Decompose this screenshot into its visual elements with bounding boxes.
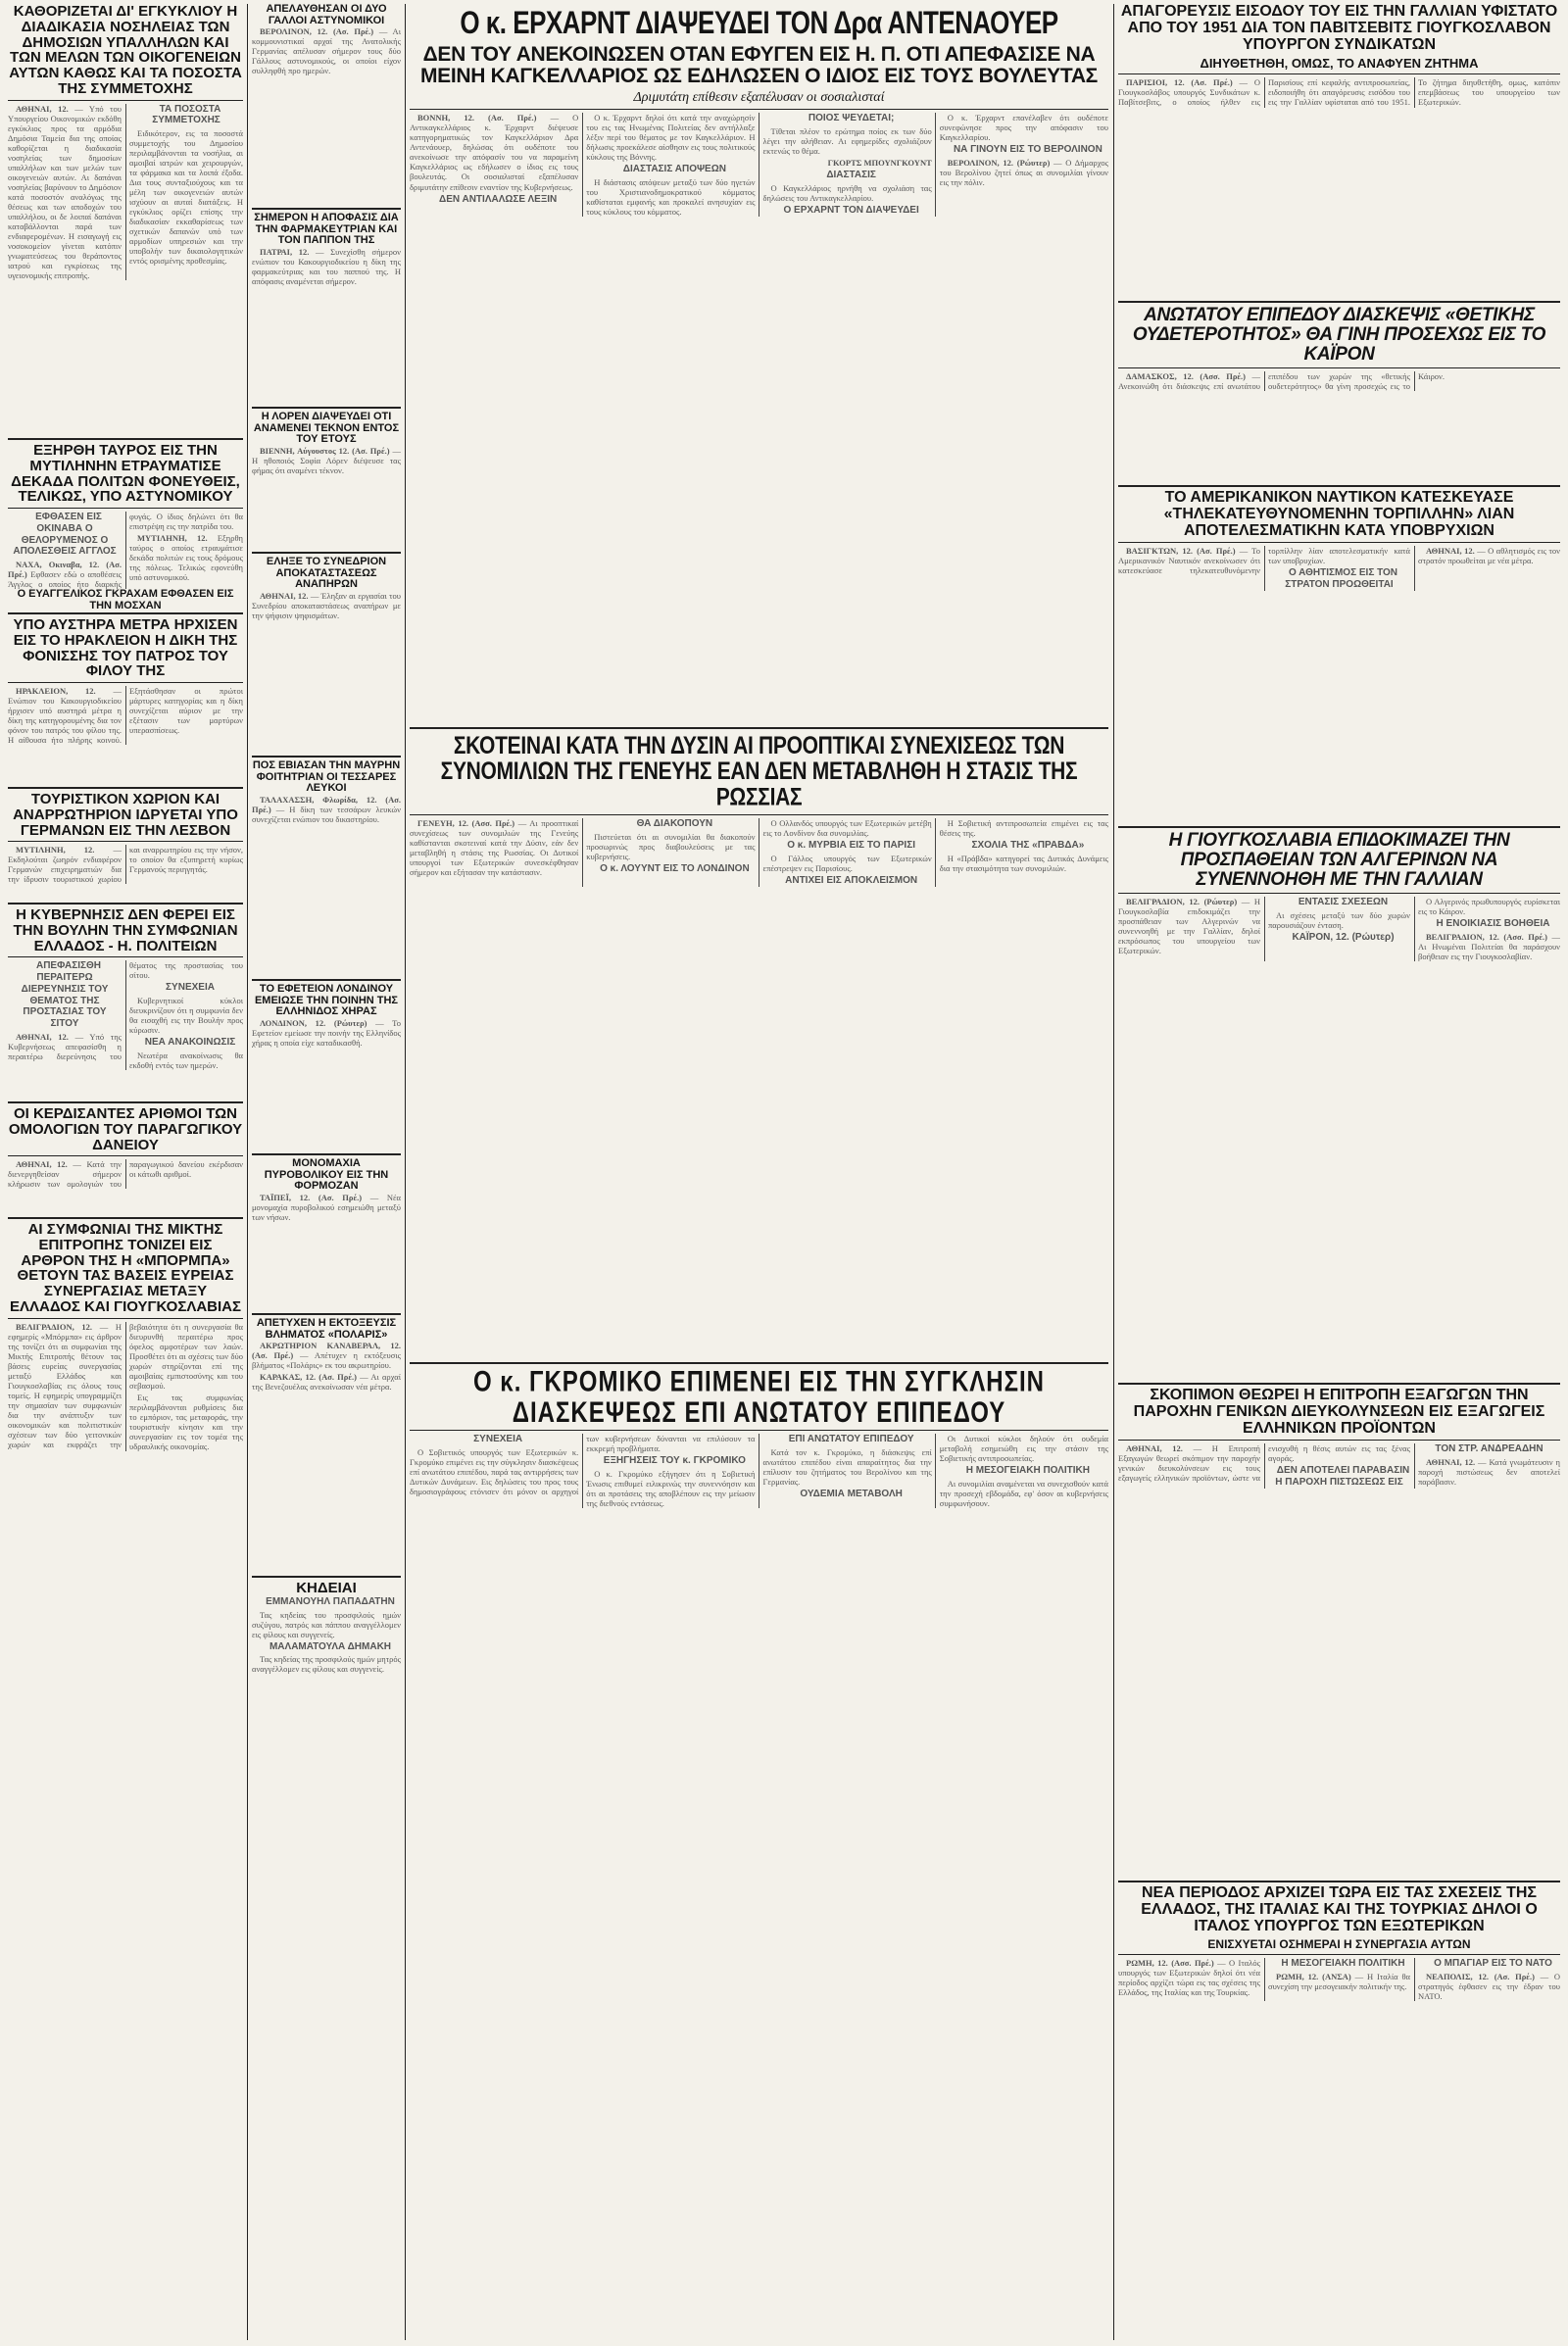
headline: Ο κ. ΓΚΡΟΜΙΚΟ ΕΠΙΜΕΝΕΙ ΕΙΣ ΤΗΝ ΣΥΓΚΛΗΣΙΝ ΔΙΑΣΚΕΨΕΩΣ ΕΠΙ ΑΝΩΤΑΤΟΥ ΕΠΙΠΕΔΟΥ xyxy=(472,1367,1046,1430)
lead-subheadline: Δριμυτάτη επίθεσιν εξαπέλυσαν οι σοσιαλισταί xyxy=(633,90,885,106)
divider xyxy=(252,407,401,409)
dateline: ΒΕΡΟΛΙΝΟΝ, 12. (Ασ. Πρέ.) xyxy=(260,26,374,37)
headline: Ο ΕΥΑΓΓΕΛΙΚΟΣ ΓΚΡΑΧΑΜ ΕΦΘΑΣΕΝ ΕΙΣ ΤΗΝ ΜΟΣΧΑΝ xyxy=(17,588,234,610)
article-body: ΑΘΗΝΑΙ, 12. — Έληξαν αι εργασίαι του Συνεδρίου αποκαταστάσεως αναπήρων με την ψήφισιν ψηφισμάτων. xyxy=(252,590,401,620)
divider xyxy=(8,100,243,101)
article-body: ΤΑΪΠΕΪ, 12. (Ασ. Πρέ.) — Νέα μονομαχία πυροβολικού εσημειώθη μεταξύ των νήσων. xyxy=(252,1192,401,1222)
article-body: ΓΕΝΕΥΗ, 12. (Ασσ. Πρέ.) — Αι προοπτικαί συνεχίσεως των συνομιλιών της Γενεύης καθίστανται σκοτειναί κατά την Δύσιν, εάν δεν μεταβληθή η στάσις της Ρωσσίας. Οι Δυτικοί υπουργοί των Εξωτερικών συνεσκέφθησαν σήμερον και εξήτασαν την κατάστασιν. ΘΑ ΔΙΑΚΟΠΟΥΝ Πιστεύεται ότι αι συνομιλίαι θα διακοπούν προσωρινώς προς διαβουλεύσεις με τας κυβερνήσεις. Ο κ. ΛΟΥΥΝΤ ΕΙΣ ΤΟ ΛΟΝΔΙΝΟΝ Ο Ολλανδός υπουργός των Εξωτερικών μετέβη εις το Λονδίνον δια συνομιλίας. Ο κ. ΜΥΡΒΙΑ ΕΙΣ ΤΟ ΠΑΡΙΣΙ Ο Γάλλος υπουργός των Εξωτερικών επέστρεψεν εις Παρισίους. ΑΝΤΙΧΕΙ ΕΙΣ ΑΠΟΚΛΕΙΣΜΟΝ Η Σοβιετική αντιπροσωπεία επιμένει εις τας θέσεις της. ΣΧΟΛΙΑ ΤΗΣ «ΠΡΑΒΔΑ» Η «Πράβδα» κατηγορεί τας Δυτικάς Δυνάμεις δια την στασιμότητα των συνομιλιών. xyxy=(410,818,1108,886)
divider xyxy=(410,814,1108,815)
article-body: ΡΩΜΗ, 12. (Ασσ. Πρέ.) — Ο Ιταλός υπουργός των Εξωτερικών δηλοί ότι νέα περίοδος αρχίζει τώρα εις τας σχέσεις της Ελλάδος, της Ιταλίας και της Τουρκίας. Η ΜΕΣΟΓΕΙΑΚΗ ΠΟΛΙΤΙΚΗ ΡΩΜΗ, 12. (ΑΝΣΑ) — Η Ιταλία θα συνεχίση την μεσογειακήν πολιτικήν της. Ο ΜΠΑΓΙΑΡ ΕΙΣ ΤΟ ΝΑΤΟ ΝΕΑΠΟΛΙΣ, 12. (Ασ. Πρέ.) — Ο στρατηγός έφθασεν εις την έδραν του ΝΑΤΟ. xyxy=(1118,1958,1560,2002)
dateline: ΤΑΪΠΕΪ, 12. (Ασ. Πρέ.) xyxy=(260,1192,363,1202)
dateline: ΚΑΡΑΚΑΣ, 12. (Ασ. Πρέ.) xyxy=(260,1372,357,1383)
headline: ΑΙ ΣΥΜΦΩΝΙΑΙ ΤΗΣ ΜΙΚΤΗΣ ΕΠΙΤΡΟΠΗΣ ΤΟΝΙΖΕΙ ΕΙΣ ΑΡΘΡΟΝ ΤΗΣ Η «ΜΠΟΡΜΠΑ» ΘΕΤΟΥΝ ΤΑΣ ΒΑΣΕΙΣ ΕΥΡΕΙΑΣ ΣΥΝΕΡΓΑΣΙΑΣ ΜΕΤΑΞΥ ΕΛΛΑΔΟΣ ΚΑΙ ΓΙΟΥΓΚΟΣΛΑΒΙΑΣ xyxy=(9,1222,241,1315)
section-head: Ο κ. ΛΟΥΥΝΤ ΕΙΣ ΤΟ ΛΟΝΔΙΝΟΝ xyxy=(600,862,750,874)
divider xyxy=(8,787,243,789)
article-polaris xyxy=(252,1318,401,1573)
dateline: ΝΑΧΑ, Οκιναβα, 12. (Ασ. Πρέ.) xyxy=(8,560,122,580)
column-rule xyxy=(247,4,248,2340)
article-italy xyxy=(1118,1885,1560,2340)
article-bonds xyxy=(8,1106,243,1214)
article-body: ΒΕΡΟΛΙΝΟΝ, 12. (Ασ. Πρέ.) — Αι κομμουνιστικαί αρχαί της Ανατολικής Γερμανίας απέλυσαν σήμερον τους δύο Γάλλους αστυνομικούς, οι οποίοι είχον συλληφθή προ ημερών. xyxy=(252,26,401,76)
divider xyxy=(252,208,401,210)
dateline: ΜΥΤΙΛΗΝΗ, 12. xyxy=(137,533,208,544)
section-head: ΣΧΟΛΙΑ ΤΗΣ «ΠΡΑΒΔΑ» xyxy=(971,840,1085,852)
dateline: ΓΕΝΕΥΗ, 12. (Ασσ. Πρέ.) xyxy=(417,818,515,829)
article-body: ΒΕΛΙΓΡΑΔΙΟΝ, 12. (Ρώυτερ) — Η Γιουγκοσλαβία επιδοκιμάζει την προσπάθειαν των Αλγερινών να συνεννοηθή με την Γαλλίαν, δηλοί εκπρόσωπος του υπουργείου των Εξωτερικών. ΕΝΤΑΣΙΣ ΣΧΕΣΕΩΝ Αι σχέσεις μεταξύ των δύο χωρών παρουσιάζουν ένταση. ΚΑΪΡΟΝ, 12. (Ρώυτερ) Ο Αλγερινός πρωθυπουργός ευρίσκεται εις το Κάιρον. Η ΕΝΟΙΚΙΑΣΙΣ ΒΟΗΘΕΙΑ ΒΕΛΙΓΡΑΔΙΟΝ, 12. (Ασσ. Πρέ.) — Αι Ηνωμέναι Πολιτείαι θα παράσχουν βοήθειαν εις την Γιουγκοσλαβίαν. xyxy=(1118,896,1560,961)
divider xyxy=(252,979,401,981)
section-head: ΕΞΗΓΗΣΕΙΣ ΤΟΥ κ. ΓΚΡΟΜΙΚΟ xyxy=(603,1455,746,1467)
headline: ΤΟΥΡΙΣΤΙΚΟΝ ΧΩΡΙΟΝ ΚΑΙ ΑΝΑΡΡΩΤΗΡΙΟΝ ΙΔΡΥΕΤΑΙ ΥΠΟ ΓΕΡΜΑΝΩΝ ΕΙΣ ΤΗΝ ΛΕΣΒΟΝ xyxy=(13,792,238,839)
headline: ΥΠΟ ΑΥΣΤΗΡΑ ΜΕΤΡΑ ΗΡΧΙΣΕΝ ΕΙΣ ΤΟ ΗΡΑΚΛΕΙΟΝ Η ΔΙΚΗ ΤΗΣ ΦΟΝΙΣΣΗΣ ΤΟΥ ΠΑΤΡΟΣ ΤΟΥ ΦΙΛΟΥ ΤΗΣ xyxy=(13,617,238,680)
divider xyxy=(1118,1881,1560,1882)
article-lesvos xyxy=(8,792,243,900)
section-head: ΟΥΔΕΜΙΑ ΜΕΤΑΒΟΛΗ xyxy=(800,1489,903,1500)
subheadline: ΕΝΙΣΧΥΕΤΑΙ ΟΣΗΜΕΡΑΙ Η ΣΥΝΕΡΓΑΣΙΑ ΑΥΤΩΝ xyxy=(1207,1937,1471,1952)
dateline: ΒΕΡΟΛΙΝΟΝ, 12. (Ρώυτερ) xyxy=(947,158,1051,169)
dateline: ΑΘΗΝΑΙ, 12. xyxy=(16,1032,69,1043)
subheadline: ΝΕΑ ΑΝΑΚΟΙΝΩΣΙΣ xyxy=(144,1037,236,1049)
section-head: ΘΑ ΔΙΑΚΟΠΟΥΝ xyxy=(636,818,713,830)
article-french-police xyxy=(252,4,401,205)
divider xyxy=(1118,826,1560,828)
divider xyxy=(8,438,243,440)
article-exports xyxy=(1118,1388,1560,1878)
deceased-name: ΕΜΜΑΝΟΥΗΛ ΠΑΠΑΔΑΤΗΝ xyxy=(266,1595,395,1607)
article-gromyko xyxy=(410,1367,1108,2337)
article-body: ΑΠΕΦΑΣΙΣΘΗ ΠΕΡΑΙΤΕΡΩ ΔΙΕΡΕΥΝΗΣΙΣ ΤΟΥ ΘΕΜΑΤΟΣ ΤΗΣ ΠΡΟΣΤΑΣΙΑΣ ΤΟΥ ΣΙΤΟΥ ΑΘΗΝΑΙ, 12. — Υπό της Κυβερνήσεως απεφασίσθη η περαιτέρω διερεύνησις του θέματος της προστασίας του σίτου. ΣΥΝΕΧΕΙΑ Κυβερνητικοί κύκλοι διευκρινίζουν ότι η συμφωνία δεν θα εισαχθή εις την Βουλήν προς κύρωσιν. ΝΕΑ ΑΝΑΚΟΙΝΩΣΙΣ Νεωτέρα ανακοίνωσις θα εκδοθή εντός των ημερών. xyxy=(8,960,243,1070)
article-body: ΑΘΗΝΑΙ, 12. — Κατά την διενεργηθείσαν σήμερον κλήρωσιν των ομολογιών του παραγωγικού δανείου εκέρδισαν οι κάτωθι αριθμοί. xyxy=(8,1159,243,1190)
divider xyxy=(8,956,243,957)
column-5 xyxy=(1118,4,1560,2340)
headline: ΚΑΘΟΡΙΖΕΤΑΙ ΔΙ' ΕΓΚΥΚΛΙΟΥ Η ΔΙΑΔΙΚΑΣΙΑ ΝΟΣΗΛΕΙΑΣ ΤΩΝ ΔΗΜΟΣΙΩΝ ΥΠΑΛΛΗΛΩΝ ΚΑΙ ΤΩΝ ΜΕΛΩΝ ΤΩΝ ΟΙΚΟΓΕΝΕΙΩΝ ΑΥΤΩΝ ΚΑΘΩΣ ΚΑΙ ΤΑ ΠΟΣΟΣΤΑ ΤΗΣ ΣΥΜΜΕΤΟΧΗΣ xyxy=(9,4,242,97)
divider xyxy=(252,552,401,554)
lead-headline: Ο κ. ΕΡΧΑΡΝΤ ΔΙΑΨΕΥΔΕΙ ΤΟΝ Δρα ΑΝΤΕΝΑΟΥΕΡ xyxy=(460,4,1058,41)
divider xyxy=(1118,1440,1560,1441)
section-head: ΠΟΙΟΣ ΨΕΥΔΕΤΑΙ; xyxy=(808,113,895,124)
divider xyxy=(8,1101,243,1103)
dateline: ΒΑΣΙΓΚΤΩΝ, 12. (Ασ. Πρέ.) xyxy=(1126,546,1236,557)
divider xyxy=(8,1318,243,1319)
dateline: ΝΕΑΠΟΛΙΣ, 12. (Ασ. Πρέ.) xyxy=(1426,1972,1535,1982)
article-borba xyxy=(8,1222,243,1771)
lead-article-erhard xyxy=(410,4,1108,724)
main-section xyxy=(410,4,1108,2340)
subheadline: ΕΦΘΑΣΕΝ ΕΙΣ ΟΚΙΝΑΒΑ Ο ΘΕΛΟΡΥΜΕΝΟΣ Ο ΑΠΟΛΕΣΘΕΙΣ ΑΓΓΛΟΣ xyxy=(13,512,117,558)
dateline: ΒΙΕΝΝΗ, Αύγουστος 12. (Ασ. Πρέ.) xyxy=(260,445,390,456)
article-body: ΠΑΤΡΑΙ, 12. — Συνεχίσθη σήμερον ενώπιον του Κακουργιοδικείου η δίκη της φαρμακεύτριας και του παππού της. Η απόφασις αναμένεται σήμερον. xyxy=(252,246,401,286)
article-bull xyxy=(8,443,243,610)
article-loren xyxy=(252,412,401,549)
dateline: ΗΡΑΚΛΕΙΟΝ, 12. xyxy=(16,686,96,696)
article-poisoner xyxy=(252,213,401,404)
headline: Η ΚΥΒΕΡΝΗΣΙΣ ΔΕΝ ΦΕΡΕΙ ΕΙΣ ΤΗΝ ΒΟΥΛΗΝ ΤΗΝ ΣΥΜΦΩΝΙΑΝ ΕΛΛΑΔΟΣ - Η. ΠΟΛΙΤΕΙΩΝ xyxy=(13,907,238,954)
section-head: ΔΙΑΣΤΑΣΙΣ ΑΠΟΨΕΩΝ xyxy=(622,164,726,175)
dateline: ΑΘΗΝΑΙ, 12. xyxy=(1426,546,1475,557)
subheadline: ΔΙΗΥΘΕΤΗΘΗ, ΟΜΩΣ, ΤΟ ΑΝΑΦΥΕΝ ΖΗΤΗΜΑ xyxy=(1200,56,1479,72)
divider xyxy=(1118,485,1560,487)
divider xyxy=(410,1362,1108,1364)
divider xyxy=(1118,893,1560,894)
dateline: ΡΩΜΗ, 12. (Ασσ. Πρέ.) xyxy=(1126,1958,1214,1969)
divider xyxy=(410,1430,1108,1431)
subheadline: ΤΑ ΠΟΣΟΣΤΑ ΣΥΜΜΕΤΟΧΗΣ xyxy=(152,103,221,126)
section-head: Ο ΜΠΑΓΙΑΡ ΕΙΣ ΤΟ ΝΑΤΟ xyxy=(1434,1958,1552,1970)
signature: ΓΚΟΡΤΣ ΜΠΟΥΝΓΚΟΥΝΤ xyxy=(827,158,932,169)
divider xyxy=(1118,1383,1560,1385)
dateline: ΑΘΗΝΑΙ, 12. xyxy=(16,103,69,114)
divider xyxy=(1118,301,1560,303)
dateline: ΒΟΝΝΗ, 12. (Ασ. Πρέ.) xyxy=(417,113,537,123)
divider xyxy=(252,756,401,758)
dateline: ΔΑΜΑΣΚΟΣ, 12. (Ασσ. Πρέ.) xyxy=(1126,370,1246,381)
divider xyxy=(252,1313,401,1315)
divider xyxy=(1118,1954,1560,1955)
article-geneva xyxy=(410,732,1108,1359)
section-head: ΔΕΝ ΑΝΤΙΛΑΛΩΣΕ ΛΕΞΙΝ xyxy=(439,193,558,205)
divider xyxy=(410,109,1108,110)
section-head: Ο ΕΡΧΑΡΝΤ ΤΟΝ ΔΙΑΨΕΥΔΕΙ xyxy=(783,205,919,217)
article-london-appeal xyxy=(252,984,401,1150)
article-body: ΗΡΑΚΛΕΙΟΝ, 12. — Ενώπιον του Κακουργιοδικείου ήρχισεν υπό αυστηρά μέτρα η δίκη της κατηγορουμένης δια τον φόνον του πατρός του φίλου της. Η αίθουσα ήτο πλήρης κοινού. Εξητάσθησαν οι πρώτοι μάρτυρες κατηγορίας και η δίκη συνεχίζεται αύριον με την εξέτασιν των μαρτύρων υπερασπίσεως. xyxy=(8,686,243,746)
article-formosa xyxy=(252,1158,401,1310)
headline: ΠΟΣ ΕΒΙΑΣΑΝ ΤΗΝ ΜΑΥΡΗΝ ΦΟΙΤΗΤΡΙΑΝ ΟΙ ΤΕΣΣΑΡΕΣ ΛΕΥΚΟΙ xyxy=(252,760,401,795)
headline: ΟΙ ΚΕΡΔΙΣΑΝΤΕΣ ΑΡΙΘΜΟΙ ΤΩΝ ΟΜΟΛΟΓΙΩΝ ΤΟΥ ΠΑΡΑΓΩΓΙΚΟΥ ΔΑΝΕΙΟΥ xyxy=(8,1106,243,1153)
article-disabled-congress xyxy=(252,557,401,753)
article-body: ΜΥΤΙΛΗΝΗ, 12. — Εκδηλούται ζωηρόν ενδιαφέρον Γερμανών επιχειρηματιών δια την ίδρυσιν τουριστικού χωρίου και αναρρωτηρίου εις την νήσον, το οποίον θα εξυπηρετή κυρίως Γερμανούς περιηγητάς. xyxy=(8,845,243,885)
section-head: ΕΠΙ ΑΝΩΤΑΤΟΥ ΕΠΙΠΕΔΟΥ xyxy=(788,1434,914,1445)
subheadline: ΔΕΝ ΑΠΟΤΕΛΕΙ ΠΑΡΑΒΑΣΙΝ Η ΠΑΡΟΧΗ ΠΙΣΤΩΣΕΩΣ ΕΙΣ ΤΟΝ ΣΤΡ. ΑΝΔΡΕΑΔΗΝ xyxy=(1275,1443,1544,1489)
divider xyxy=(8,1155,243,1156)
headline: ΤΟ ΑΜΕΡΙΚΑΝΙΚΟΝ ΝΑΥΤΙΚΟΝ ΚΑΤΕΣΚΕΥΑΣΕ «ΤΗΛΕΚΑΤΕΥΘΥΝΟΜΕΝΗΝ ΤΟΡΠΙΛΛΗΝ» ΛΙΑΝ ΑΠΟΤΕΛΕΣΜΑΤΙΚΗΝ ΚΑΤΑ ΥΠΟΒΡΥΧΙΩΝ xyxy=(1163,490,1515,539)
article-body: ΒΑΣΙΓΚΤΩΝ, 12. (Ασ. Πρέ.) — Το Αμερικανικόν Ναυτικόν ανεκοίνωσεν ότι κατεσκεύασε τηλεκατευθυνόμενην τορπίλλην λίαν αποτελεσματικήν κατά των υποβρυχίων. Ο ΑΘΗΤΙΣΜΟΣ ΕΙΣ ΤΟΝ ΣΤΡΑΤΟΝ ΠΡΟΩΘΕΙΤΑΙ ΑΘΗΝΑΙ, 12. — Ο αθλητισμός εις τον στρατόν προωθείται με νέα μέτρα. xyxy=(1118,546,1560,591)
subheadline: ΑΠΕΦΑΣΙΣΘΗ ΠΕΡΑΙΤΕΡΩ ΔΙΕΡΕΥΝΗΣΙΣ ΤΟΥ ΘΕΜΑΤΟΣ ΤΗΣ ΠΡΟΣΤΑΣΙΑΣ ΤΟΥ ΣΙΤΟΥ xyxy=(21,960,109,1030)
article-body: ΤΑΛΑΧΑΣΣΗ, Φλωρίδα, 12. (Ασ. Πρέ.) — Η δίκη των τεσσάρων λευκών συνεχίζεται ενώπιον του δικαστηρίου. xyxy=(252,794,401,824)
divider xyxy=(252,1576,401,1578)
article-body: ΒΙΕΝΝΗ, Αύγουστος 12. (Ασ. Πρέ.) — Η ηθοποιός Σοφία Λόρεν διέψευσε τας φήμας ότι αναμένει τέκνον. xyxy=(252,445,401,475)
article-body: ΕΦΘΑΣΕΝ ΕΙΣ ΟΚΙΝΑΒΑ Ο ΘΕΛΟΡΥΜΕΝΟΣ Ο ΑΠΟΛΕΣΘΕΙΣ ΑΓΓΛΟΣ ΝΑΧΑ, Οκιναβα, 12. (Ασ. Πρέ.) Εφθασεν εδώ ο αποθέσεις Άγγλος ο οποίος ήτο διαρκής φυγάς. Ο ίδιος δηλώνει ότι θα επιστρέψη εις την πατρίδα του. ΜΥΤΙΛΗΝΗ, 12. Εξηρθη ταύρος ο οποίος ετραυμάτισε δεκάδα πολιτών εις τους δρόμους της πόλεως. Τελικώς εφονεύθη υπό αστυνομικού. xyxy=(8,512,243,590)
dateline: ΠΑΡΙΣΙΟΙ, 12. (Ασ. Πρέ.) xyxy=(1126,77,1233,88)
dateline: ΛΟΝΔΙΝΟΝ, 12. (Ρώυτερ) xyxy=(260,1017,368,1028)
section-head: Η ΜΕΣΟΓΕΙΑΚΗ ΠΟΛΙΤΙΚΗ xyxy=(965,1465,1090,1477)
lead-headline-sub: ΔΕΝ ΤΟΥ ΑΝΕΚΟΙΝΩΣΕΝ ΟΤΑΝ ΕΦΥΓΕΝ ΕΙΣ Η. Π. ΟΤΙ ΑΠΕΦΑΣΙΣΕ ΝΑ ΜΕΙΝΗ ΚΑΓΚΕΛΛΑΡΙΟΣ ΩΣ ΕΔΗΛΩΣΕΝ Ο ΙΔΙΟΣ ΕΙΣ ΤΟΥΣ ΒΟΥΛΕΥΤΑΣ xyxy=(419,43,1098,88)
section-head: ΑΝΤΙΧΕΙ ΕΙΣ ΑΠΟΚΛΕΙΣΜΟΝ xyxy=(785,875,918,886)
dateline: ΑΘΗΝΑΙ, 12. xyxy=(1426,1457,1476,1468)
headline: ΑΠΕΛΑΥΘΗΣΑΝ ΟΙ ΔΥΟ ΓΑΛΛΟΙ ΑΣΤΥΝΟΜΙΚΟΙ xyxy=(266,4,387,26)
article-torpedo xyxy=(1118,490,1560,823)
divider xyxy=(8,1217,243,1219)
headline: ΝΕΑ ΠΕΡΙΟΔΟΣ ΑΡΧΙΖΕΙ ΤΩΡΑ ΕΙΣ ΤΑΣ ΣΧΕΣΕΙΣ ΤΗΣ ΕΛΛΑΔΟΣ, ΤΗΣ ΙΤΑΛΙΑΣ ΚΑΙ ΤΗΣ ΤΟΥΡΚΙΑΣ ΔΗΛΟΙ Ο ΙΤΑΛΟΣ ΥΠΟΥΡΓΟΣ ΤΩΝ ΕΞΩΤΕΡΙΚΩΝ xyxy=(1141,1885,1538,1934)
section-head: Η ΕΝΟΙΚΙΑΣΙΣ ΒΟΗΘΕΙΑ xyxy=(1436,917,1550,929)
article-neutrality xyxy=(1118,306,1560,482)
article-algeria xyxy=(1118,831,1560,1380)
subheadline: Ο ΑΘΗΤΙΣΜΟΣ ΕΙΣ ΤΟΝ ΣΤΡΑΤΟΝ ΠΡΟΩΘΕΙΤΑΙ xyxy=(1285,567,1398,591)
column-2 xyxy=(252,4,401,2340)
article-body: ΛΟΝΔΙΝΟΝ, 12. (Ρώυτερ) — Το Εφετείον εμείωσε την ποινήν της Ελληνίδος χήρας η οποία είχε καταδικασθή. xyxy=(252,1017,401,1048)
funeral-notices xyxy=(252,1581,401,1933)
headline: ΑΝΩΤΑΤΟΥ ΕΠΙΠΕΔΟΥ ΔΙΑΣΚΕΨΙΣ «ΘΕΤΙΚΗΣ ΟΥΔΕΤΕΡΟΤΗΤΟΣ» ΘΑ ΓΙΝΗ ΠΡΟΣΕΧΩΣ ΕΙΣ ΤΟ ΚΑΪΡΟΝ xyxy=(1132,306,1546,365)
dateline: ΜΥΤΙΛΗΝΗ, 12. xyxy=(16,845,95,855)
dateline: ΡΩΜΗ, 12. (ΑΝΣΑ) xyxy=(1276,1972,1351,1982)
headline: ΚΗΔΕΙΑΙ xyxy=(296,1581,357,1596)
column-1 xyxy=(8,4,243,2340)
dateline: ΤΑΛΑΧΑΣΣΗ, Φλωρίδα, 12. (Ασ. Πρέ.) xyxy=(252,794,401,814)
article-body: ΒΕΛΙΓΡΑΔΙΟΝ, 12. — Η εφημερίς «Μπόρμπα» εις άρθρον της τονίζει ότι αι συμφωνίαι της Μικτής Επιτροπής θέτουν τας βάσεις ευρείας συνεργασίας μεταξύ Ελλάδος και Γιουγκοσλαβίας εις όλους τους τομείς. Η εφημερίς υπογραμμίζει την σημασίαν των συμφωνιών δια την ανάπτυξιν των οικονομικών και πολιτιστικών σχέσεων των δύο γειτονικών χωρών και εκφράζει την βεβαιότητα ότι η συνεργασία θα διευρυνθή περαιτέρω προς όφελος αμφοτέρων των λαών. Προσθέτει ότι αι σχέσεις των δύο χωρών στηρίζονται επί της αμοιβαίας εμπιστοσύνης και του σεβασμού. Εις τας συμφωνίας περιλαμβάνονται ρυθμίσεις δια το εμπόριον, τας μεταφοράς, την τουριστικήν κίνησιν και την συνεργασίαν εις τον τομέα της υδραυλικής οικονομίας. xyxy=(8,1321,243,1451)
divider xyxy=(1118,367,1560,368)
divider xyxy=(410,727,1108,729)
headline: ΕΛΗΞΕ ΤΟ ΣΥΝΕΔΡΙΟΝ ΑΠΟΚΑΤΑΣΤΑΣΕΩΣ ΑΝΑΠΗΡΩΝ xyxy=(266,557,387,591)
headline: ΕΞΗΡΘΗ ΤΑΥΡΟΣ ΕΙΣ ΤΗΝ ΜΥΤΙΛΗΝΗΝ ΕΤΡΑΥΜΑΤΙΣΕ ΔΕΚΑΔΑ ΠΟΛΙΤΩΝ ΦΟΝΕΥΘΕΙΣ, ΤΕΛΙΚΩΣ, ΥΠΟ ΑΣΤΥΝΟΜΙΚΟΥ xyxy=(11,443,240,506)
divider xyxy=(8,508,243,509)
article-trial xyxy=(8,617,243,784)
dateline: ΒΕΛΙΓΡΑΔΙΟΝ, 12. (Ρώυτερ) xyxy=(1126,896,1238,906)
headline: ΑΠΑΓΟΡΕΥΣΙΣ ΕΙΣΟΔΟΥ ΤΟΥ ΕΙΣ ΤΗΝ ΓΑΛΛΙΑΝ ΥΦΙΣΤΑΤΟ ΑΠΟ ΤΟΥ 1951 ΔΙΑ ΤΟΝ ΠΑΒΙΤΣΕΒΙΤΣ ΓΙΟΥΓΚΟΣΛΑΒΟΝ ΥΠΟΥΡΓΟΝ ΣΥΝΔΙΚΑΤΩΝ xyxy=(1120,4,1558,53)
section-head: ΚΑΪΡΟΝ, 12. (Ρώυτερ) xyxy=(1292,931,1395,943)
article-hospital-care xyxy=(8,4,243,435)
article-body: ΒΟΝΝΗ, 12. (Ασ. Πρέ.) — Ο Αντικαγκελλάριος κ. Έρχαρντ διέψευσε κατηγορηματικώς τον Καγκελλάριον Δρα Αντενάουερ, δηλώσας ότι ουδέποτε του ανεκοίνωσε την απόφασίν του να παραμείνη Καγκελλάριος ως εδήλωσεν ο ίδιος εις τους βουλευτάς. Οι σοσιαλισταί εξαπέλυσαν δριμυτάτην επίθεσιν εναντίον της Κυβερνήσεως. ΔΕΝ ΑΝΤΙΛΑΛΩΣΕ ΛΕΞΙΝ Ο κ. Έρχαρντ δηλοί ότι κατά την αναχώρησίν του εις τας Ηνωμένας Πολιτείας δεν αντήλλαξε λέξιν περί του θέματος με τον Καγκελλάριον. Η δήλωσις προεκάλεσε αίσθησιν εις τους πολιτικούς κύκλους της Βόννης. ΔΙΑΣΤΑΣΙΣ ΑΠΟΨΕΩΝ Η διάστασις απόψεων μεταξύ των δύο ηγετών του Χριστιανοδημοκρατικού κόμματος καθίσταται εμφανής και προκαλεί ανησυχίαν εις τους κύκλους του κόμματος. ΠΟΙΟΣ ΨΕΥΔΕΤΑΙ; Τίθεται πλέον το ερώτημα ποίος εκ των δύο λέγει την αλήθειαν. Αι εφημερίδες σχολιάζουν εκτενώς το θέμα. ΓΚΟΡΤΣ ΜΠΟΥΝΓΚΟΥΝΤ ΔΙΑΣΤΑΣΙΣ Ο Καγκελλάριος ηρνήθη να σχολιάση τας δηλώσεις του Αντικαγκελλαρίου. Ο ΕΡΧΑΡΝΤ ΤΟΝ ΔΙΑΨΕΥΔΕΙ Ο κ. Έρχαρντ επανέλαβεν ότι ουδέποτε συνεφώνησε προς την απόφασιν του Καγκελλαρίου. ΝΑ ΓΙΝΟΥΝ ΕΙΣ ΤΟ ΒΕΡΟΛΙΝΟΝ ΒΕΡΟΛΙΝΟΝ, 12. (Ρώυτερ) — Ο Δήμαρχος του Βερολίνου ζητεί όπως αι συνομιλίαι γίνουν εις την πόλιν. xyxy=(410,113,1108,218)
newspaper-page xyxy=(8,4,1560,2340)
section-head: ΔΙΑΣΤΑΣΙΣ xyxy=(826,170,876,181)
column-rule xyxy=(405,4,406,2340)
article-body: ΕΜΜΑΝΟΥΗΛ ΠΑΠΑΔΑΤΗΝ Τας κηδείας του προσφιλούς ημών συζύγου, πατρός και πάππου αναγγέλλομεν εις φίλους και συγγενείς. ΜΑΛΑΜΑΤΟΥΛΑ ΔΗΜΑΚΗ Τας κηδείας της προσφιλούς ημών μητρός αναγγέλλομεν εις φίλους και συγγενείς. xyxy=(252,1595,401,1675)
article-body: ΑΘΗΝΑΙ, 12. — Υπό του Υπουργείου Οικονομικών εκδόθη εγκύκλιος προς τα αρμόδια Δημόσια Ταμεία δια της οποίας καθορίζεται η διαδικασία νοσηλείας των δημοσίων υπαλλήλων και των μελών των οικογενειών αυτών. Αι δαπάναι νοσηλείας βαρύνουν το Δημόσιον κατά ποσοστόν αναλόγως της θέσεως και των αποδοχών του υπαλλήλου, οι δε λοιπαί δαπάναι καταβάλλονται παρά των ενδιαφερομένων. Η εισαγωγή εις νοσοκομείον γίνεται κατόπιν γνωματεύσεως του θεράποντος ιατρού και εγκρίσεως της υγειονομικής επιτροπής. ΤΑ ΠΟΣΟΣΤΑ ΣΥΜΜΕΤΟΧΗΣ Ειδικότερον, εις τα ποσοστά συμμετοχής του Δημοσίου περιλαμβάνονται τα νοσήλια, αι αμοιβαί ιατρών και χειρουργών, τα φάρμακα και τα λοιπά έξοδα. Δια τους συνταξιούχους και τα μέλη των οικογενειών αυτών ισχύουν αι αυταί διατάξεις. Η εγκύκλιος ορίζει επίσης την διαδικασίαν εκκαθαρίσεως των σχετικών δαπανών υπό των αρμοδίων υπηρεσιών και την υποβολήν των δικαιολογητικών εντός ορισμένης προθεσμίας. xyxy=(8,103,243,280)
dateline: ΑΘΗΝΑΙ, 12. xyxy=(260,590,309,601)
dateline: ΒΕΛΙΓΡΑΔΙΟΝ, 12. xyxy=(16,1321,93,1332)
dateline: ΠΑΤΡΑΙ, 12. xyxy=(260,246,310,257)
divider xyxy=(1118,73,1560,74)
continuation-label: ΣΥΝΕΧΕΙΑ xyxy=(473,1434,523,1445)
article-pavicevic xyxy=(1118,4,1560,298)
section-head: ΝΑ ΓΙΝΟΥΝ ΕΙΣ ΤΟ ΒΕΡΟΛΙΝΟΝ xyxy=(953,144,1102,156)
column-rule xyxy=(1113,4,1114,2340)
divider xyxy=(8,612,243,614)
headline: ΣΚΟΤΕΙΝΑΙ ΚΑΤΑ ΤΗΝ ΔΥΣΙΝ ΑΙ ΠΡΟΟΠΤΙΚΑΙ ΣΥΝΕΧΙΣΕΩΣ ΤΩΝ ΣΥΝΟΜΙΛΙΩΝ ΤΗΣ ΓΕΝΕΥΗΣ ΕΑΝ ΔΕΝ ΜΕΤΑΒΛΗΘΗ Η ΣΤΑΣΙΣ ΤΗΣ ΡΩΣΣΙΑΣ xyxy=(440,732,1078,811)
headline: ΑΠΕΤΥΧΕΝ Η ΕΚΤΟΞΕΥΣΙΣ ΒΛΗΜΑΤΟΣ «ΠΟΛΑΡΙΣ» xyxy=(256,1318,397,1341)
deceased-name: ΜΑΛΑΜΑΤΟΥΛΑ ΔΗΜΑΚΗ xyxy=(269,1640,392,1652)
article-body: ΑΚΡΩΤΗΡΙΟΝ ΚΑΝΑΒΕΡΑΛ, 12. (Ασ. Πρέ.) — Απέτυχεν η εκτόξευσις βλήματος «Πολάρις» εκ του ακρωτηρίου. ΚΑΡΑΚΑΣ, 12. (Ασ. Πρέ.) — Αι αρχαί της Βενεζουέλας ανεκοίνωσαν νέα μέτρα. xyxy=(252,1341,401,1393)
article-body: ΣΥΝΕΧΕΙΑ Ο Σοβιετικός υπουργός των Εξωτερικών κ. Γκρομύκο επιμένει εις την σύγκλησιν διασκέψεως επί ανωτάτου επιπέδου, παρά τας αντιρρήσεις των Δυτικών Δυνάμεων. Εις δηλώσεις του προς τους δημοσιογράφους ετόνισεν ότι μόνον οι αρχηγοί των κυβερνήσεων δύνανται να επιλύσουν τα εκκρεμή προβλήματα. ΕΞΗΓΗΣΕΙΣ ΤΟΥ κ. ΓΚΡΟΜΙΚΟ Ο κ. Γκρομύκο εξήγησεν ότι η Σοβιετική Ένωσις επιθυμεί ειλικρινώς την συνεννόησιν και ότι αι προτάσεις της αποβλέπουν εις την μείωσιν της διεθνούς εντάσεως. ΕΠΙ ΑΝΩΤΑΤΟΥ ΕΠΙΠΕΔΟΥ Κατά τον κ. Γκρομύκο, η διάσκεψις επί ανωτάτου επιπέδου είναι απαραίτητος δια την επίλυσιν του ζητήματος του Βερολίνου και της Γερμανίας. ΟΥΔΕΜΙΑ ΜΕΤΑΒΟΛΗ Οι Δυτικοί κύκλοι δηλούν ότι ουδεμία μεταβολή εσημειώθη εις την στάσιν της Σοβιετικής αντιπροσωπείας. Η ΜΕΣΟΓΕΙΑΚΗ ΠΟΛΙΤΙΚΗ Αι συνομιλίαι αναμένεται να συνεχισθούν κατά την προσεχή εβδομάδα, εφ' όσον αι κυβερνήσεις συμφωνήσουν. xyxy=(410,1434,1108,1509)
section-head: Ο κ. ΜΥΡΒΙΑ ΕΙΣ ΤΟ ΠΑΡΙΣΙ xyxy=(787,840,915,852)
article-florida xyxy=(252,760,401,976)
dateline: ΑΚΡΩΤΗΡΙΟΝ ΚΑΝΑΒΕΡΑΛ, 12. (Ασ. Πρέ.) xyxy=(252,1341,401,1361)
dateline: ΑΘΗΝΑΙ, 12. xyxy=(1126,1443,1183,1454)
article-body: ΔΑΜΑΣΚΟΣ, 12. (Ασσ. Πρέ.) — Ανεκοινώθη ότι διάσκεψις επί ανωτάτου επιπέδου των χωρών της «θετικής ουδετερότητος» θα γίνη προσεχώς εις το Κάιρον. xyxy=(1118,370,1446,391)
continuation-label: ΣΥΝΕΧΕΙΑ xyxy=(166,982,215,994)
divider xyxy=(8,841,243,842)
article-government xyxy=(8,907,243,1099)
article-body: ΠΑΡΙΣΙΟΙ, 12. (Ασ. Πρέ.) — Ο Γιουγκοσλάβος υπουργός Συνδικάτων κ. Παβίτσεβιτς, ο οποίος ήλθεν εις Παρισίους επί κεφαλής αντιπροσωπείας, ειδοποιήθη ότι απαγόρευσις εισόδου του εις την Γαλλίαν υφίσταται από του 1951. Το ζήτημα διηυθετήθη, ομως, κατόπιν επεμβάσεως του υπουργείου των Εξωτερικών. xyxy=(1118,77,1560,108)
headline: Η ΛΟΡΕΝ ΔΙΑΨΕΥΔΕΙ ΟΤΙ ΑΝΑΜΕΝΕΙ ΤΕΚΝΟΝ ΕΝΤΟΣ ΤΟΥ ΕΤΟΥΣ xyxy=(253,412,400,446)
dateline: ΑΘΗΝΑΙ, 12. xyxy=(16,1159,68,1170)
headline: Η ΓΙΟΥΓΚΟΣΛΑΒΙΑ ΕΠΙΔΟΚΙΜΑΖΕΙ ΤΗΝ ΠΡΟΣΠΑΘΕΙΑΝ ΤΩΝ ΑΛΓΕΡΙΝΩΝ ΝΑ ΣΥΝΕΝΝΟΗΘΗ ΜΕ ΤΗΝ ΓΑΛΛΙΑΝ xyxy=(1168,831,1510,890)
headline: ΣΗΜΕΡΟΝ Η ΑΠΟΦΑΣΙΣ ΔΙΑ ΤΗΝ ΦΑΡΜΑΚΕΥΤΡΙΑΝ ΚΑΙ ΤΟΝ ΠΑΠΠΟΝ ΤΗΣ xyxy=(254,213,399,247)
headline: ΤΟ ΕΦΕΤΕΙΟΝ ΛΟΝΔΙΝΟΥ ΕΜΕΙΩΣΕ ΤΗΝ ΠΟΙΝΗΝ ΤΗΣ ΕΛΛΗΝΙΔΟΣ ΧΗΡΑΣ xyxy=(254,984,399,1018)
section-head: Η ΜΕΣΟΓΕΙΑΚΗ ΠΟΛΙΤΙΚΗ xyxy=(1281,1958,1405,1970)
dateline: ΒΕΛΙΓΡΑΔΙΟΝ, 12. (Ασσ. Πρέ.) xyxy=(1426,931,1547,942)
divider xyxy=(8,682,243,683)
section-head: ΕΝΤΑΣΙΣ ΣΧΕΣΕΩΝ xyxy=(1298,896,1389,907)
divider xyxy=(8,903,243,904)
divider xyxy=(252,1153,401,1155)
article-body: ΑΘΗΝΑΙ, 12. — Η Επιτροπή Εξαγωγών θεωρεί σκόπιμον την παροχήν γενικών διευκολύνσεων εις τους εξαγωγείς ελληνικών προϊόντων, ώστε να ενισχυθή η θέσις αυτών εις τας ξένας αγοράς. ΔΕΝ ΑΠΟΤΕΛΕΙ ΠΑΡΑΒΑΣΙΝ Η ΠΑΡΟΧΗ ΠΙΣΤΩΣΕΩΣ ΕΙΣ ΤΟΝ ΣΤΡ. ΑΝΔΡΕΑΔΗΝ ΑΘΗΝΑΙ, 12. — Κατά γνωμάτευσιν η παροχή πιστώσεως δεν αποτελεί παράβασιν. xyxy=(1118,1443,1560,1489)
divider xyxy=(1118,542,1560,543)
headline: ΣΚΟΠΙΜΟΝ ΘΕΩΡΕΙ Η ΕΠΙΤΡΟΠΗ ΕΞΑΓΩΓΩΝ ΤΗΝ ΠΑΡΟΧΗΝ ΓΕΝΙΚΩΝ ΔΙΕΥΚΟΛΥΝΣΕΩΝ ΕΙΣ ΕΞΑΓΩΓΕΙΣ ΕΛΛΗΝΙΚΩΝ ΠΡΟΪΟΝΤΩΝ xyxy=(1133,1388,1545,1437)
headline: ΜΟΝΟΜΑΧΙΑ ΠΥΡΟΒΟΛΙΚΟΥ ΕΙΣ ΤΗΝ ΦΟΡΜΟΖΑΝ xyxy=(264,1158,389,1193)
